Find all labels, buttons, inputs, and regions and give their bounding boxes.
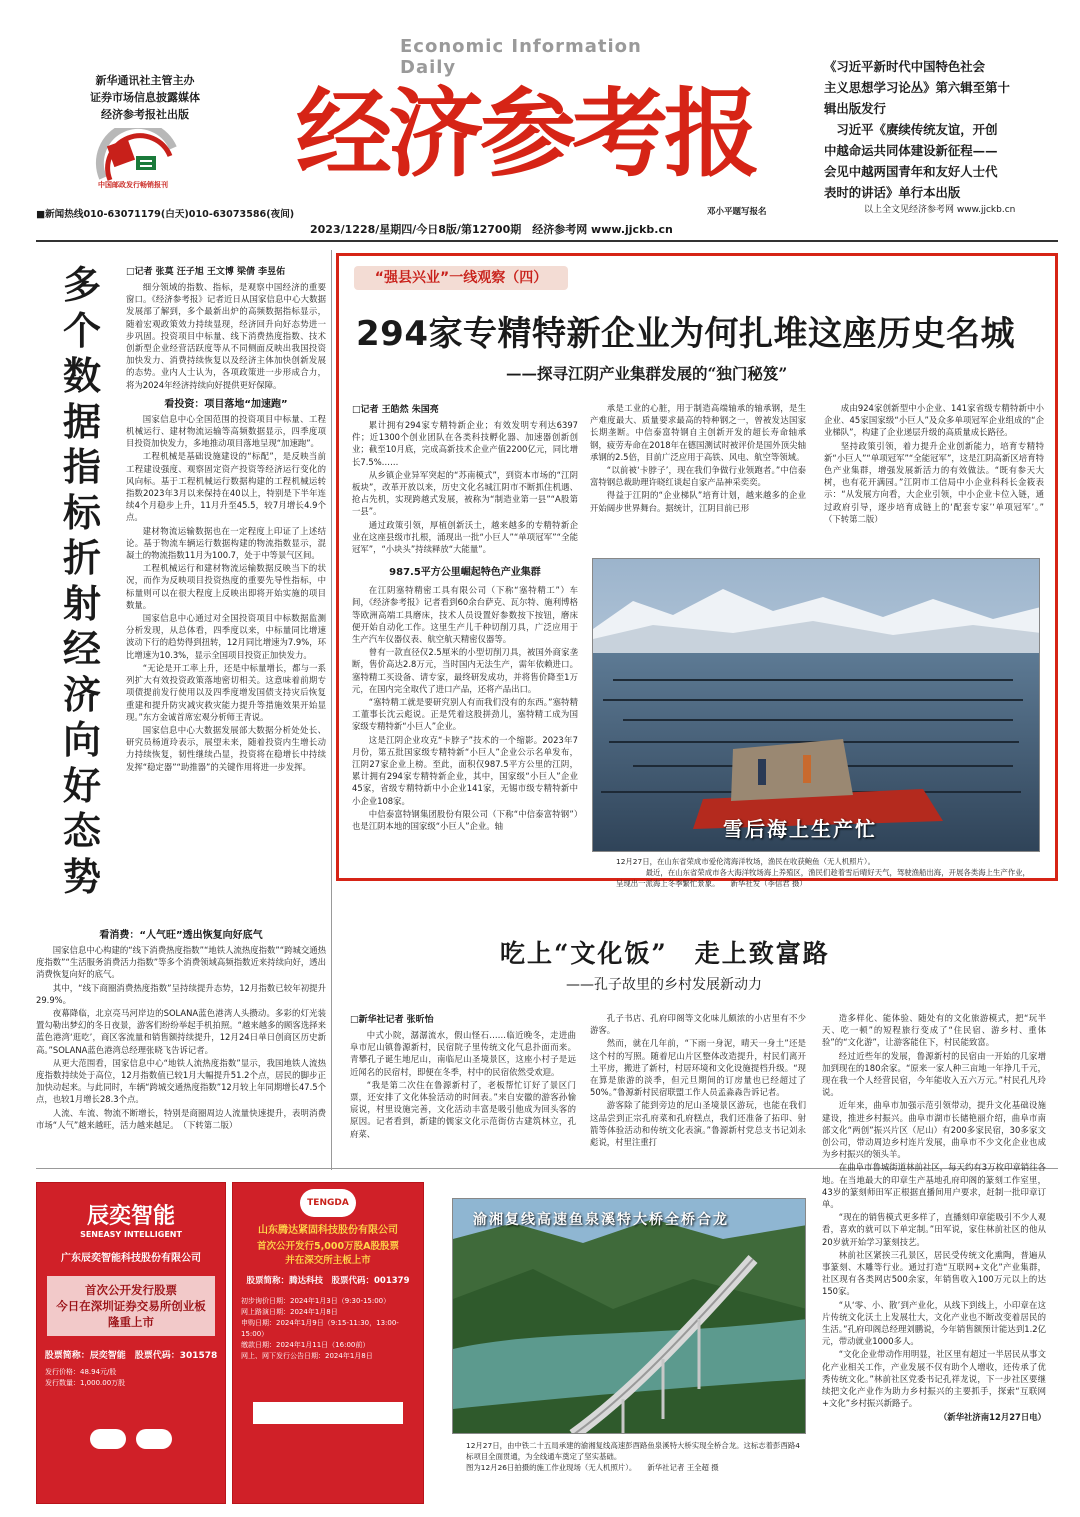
title-char: 标: [62, 489, 101, 535]
publisher-info: [75, 72, 215, 123]
ad-headline-line: 并在深交所主板上市: [285, 1255, 371, 1266]
paragraph: 曾有一款直径仅2.5厘米的小型切削刀具，被国外商家垄断，售价高达2.8万元，当时国内无法生产，需年依赖进口。塞特精工买设备、请专家，最终研发成功，并将售价降至1万元，在国内完全取代了进口产品，还将产品出口。: [352, 647, 578, 694]
bridge-photo: [452, 1198, 806, 1434]
feature-column-2: [590, 402, 806, 515]
paragraph: 国家信息中心全国范围的投资项目中标量、工程机械运行、建材物流运输等高频数据显示，四季度项目投资加快发力，多地推动项目落地呈现“加速跑”。: [126, 413, 326, 449]
ad-detail: 网上、网下发行公告日期：2024年1月8日: [241, 1352, 373, 1360]
caption-line: 12月27日，由中铁二十五局承建的渝湘复线高速彭酉路鱼泉溪特大桥实现全桥合龙。这标志着彭酉路4标项目全面贯通，为全线通车奠定了坚实基础。: [466, 1441, 800, 1461]
ad-detail: 网上路演日期：2024年1月8日: [241, 1308, 338, 1316]
paragraph: 细分领域的指数、指标，是观察中国经济的重要窗口。《经济参考报》记者近日从国家信息中心大数据发展部了解到，多个最新出炉的高频数据指标显示，随着宏观政策效力持续显现，经济回升向好态势进一步巩固。投资项目中标量、线下消费热度指数、技术创新型企业经营活跃度等从不同侧面反映出我国投资加快发力、消费持续恢复以及经济主体加快创新发展的态势。业内人士认为，各项政策进一步形成合力，将为2024年经济持续向好提供更好保障。: [126, 282, 326, 390]
promo-note: 以上全文见经济参考网 www.jjckb.cn: [864, 205, 1016, 215]
photo-title-overlay: 雪后海上生产忙: [723, 817, 877, 841]
paragraph: 造多样化、能体验、随处有的文化旅游模式，把“玩半天、吃一顿”的短程旅行变成了“住民宿、游乡村、重体验”的“文化游”，让游客能住下，村民能致富。: [822, 1013, 1046, 1048]
issue-line: 2023/1228/星期四/今日8版/第12700期 经济参考网 www.jjckb.cn: [310, 223, 673, 236]
paragraph: 建材物流运输数据也在一定程度上印证了上述结论。基于物流车辆运行数据构建的物流指数显示，混凝土的物流指数11月为100.7，处于中等景气区间。: [126, 525, 326, 561]
title-inscription: 邓小平题写报名: [707, 207, 767, 217]
paragraph: 中信泰富特钢集团股份有限公司（下称“中信泰富特钢”）也是江阴本地的国家级“小巨人”企业。轴: [352, 808, 578, 832]
caption-line: 图为12月26日拍摄的施工作业现场（无人机照片）。 新华社记者 王全超 摄: [466, 1463, 719, 1472]
culture-column-1: [350, 1012, 576, 1141]
subheading: 看消费：“人气旺”透出恢复向好底气: [99, 930, 263, 941]
title-char: 多: [62, 262, 101, 307]
paragraph: 经过近些年的发展，鲁源新村的民宿由一开始的几家增加到现在的180余家。“原来一家人种三亩地一年挣几千元，现在我一个人经营民宿，今年能收入五六万元。”村民孔凡玲说。: [822, 1050, 1046, 1098]
photo-caption: [616, 856, 1036, 889]
title-char: 个: [62, 307, 101, 353]
paragraph: 承是工业的心脏，用于制造高端轴承的轴承钢，是生产难度最大、质量要求最高的特种钢之一，曾被发达国家长期垄断。中信泰富特钢自主创新开发的超长寿命轴承钢，疲劳寿命在2018年在德国测试时被评价是国外顶尖轴承钢的2.5倍，目前广泛应用于高铁、风电、航空等领域。: [590, 403, 806, 462]
ad-headline-line: 首次公开发行5,000万股A股股票: [257, 1241, 399, 1252]
paragraph: 国家信息中心构建的“线下消费热度指数”“地铁人流热度指数”“跨城交通热度指数”“生活服务消费活力指数”等多个消费领域高频指数近来持续向好，透出消费恢复向好的底气。: [36, 945, 326, 980]
paragraph: 在曲阜市鲁城街道林前社区，每天约有3万枚印章销往各地。在当地最大的印章生产基地孔府印阁的篆刻工作室里，43岁的篆刻师田军正根据直播间用户要求，赶制一批印章订单。: [822, 1162, 1046, 1210]
masthead-divider: [36, 240, 1058, 242]
feature-headline: 294家专精特新企业为何扎堆这座历史名城: [356, 314, 1015, 354]
title-char: 经: [62, 626, 101, 671]
tengda-logo-icon: TENGDA: [300, 1189, 356, 1217]
title-char: 济: [62, 671, 101, 717]
paragraph: 从更大范围看，国家信息中心“地铁人流热度指数”显示，我国地铁人流热度指数持续处于高位，12月指数值已较1月大幅提升51.2个点，居民的脚步正加快动起来。与此同时，车辆“跨城交通热度指数”12月较上年同期增长47.5个点，也较1月增长28.3个点。: [36, 1057, 326, 1105]
paragraph: 成由924家创新型中小企业、141家省级专精特新中小企业、45家国家级“小巨人”及众多单项冠军企业组成的“企业梯队”，构建了企业递层升级的高质量成长路径。: [824, 403, 1044, 438]
paragraph: “文化企业带动作用明显，社区里有超过一半居民从事文化产业相关工作，产业发展不仅有助个人增收，还传承了优秀传统文化。”林前社区党委书记孔祥龙说，下一步社区要继续把文化产业作为助力乡村振兴的主要抓手，探索“互联网+文化”乡村振兴新路子。: [822, 1349, 1046, 1409]
feature-subheadline: ——探寻江阴产业集群发展的“独门秘笈”: [506, 364, 788, 383]
ad-detail: 申购日期：2024年1月9日（9:15-11:30，13:00-15:00）: [241, 1319, 399, 1338]
byline: □记者 张莫 汪子旭 王文博 梁倩 李昱佑: [126, 267, 286, 277]
post-bestseller-logo-icon: [88, 128, 188, 186]
feature-column-1: [352, 402, 578, 833]
photo-title-overlay: 渝湘复线高速鱼泉溪特大桥全桥合龙: [473, 1212, 729, 1228]
title-char: 据: [62, 398, 101, 444]
title-char: 态: [62, 808, 101, 853]
promo-line: 习近平《赓续传统友谊，开创: [824, 122, 998, 137]
ad-brand-en: SENEASY INTELLIGENT: [80, 1230, 182, 1239]
bridge-photo-caption: [466, 1440, 802, 1473]
paragraph: 通过政策引领，厚植创新沃土，越来越多的专精特新企业在这座县级市扎根，涌现出一批“小巨人”“单项冠军”“全能冠军”，“小块头”持续释放“大能量”。: [352, 519, 578, 555]
ad-tengda[interactable]: [232, 1182, 424, 1504]
paragraph: 在江阴塞特精密工具有限公司（下称“塞特精工”）车间，《经济参考报》记者看到60余台萨克、瓦尔特、施利博格等欧洲高端工具磨床，技术人员设置好参数按下按钮，磨床便开始自动化工作。这里生产儿千种切削刀具，广泛应用于生产汽车仪器仪表、航空航天精密仪器等。: [352, 585, 578, 645]
title-char: 向: [62, 717, 101, 762]
caption-line: 12月27日，在山东省荣成市爱伦湾海洋牧场，渔民在收获鲍鱼（无人机照片）。: [616, 857, 876, 866]
bridge-image-icon: [453, 1199, 806, 1434]
masthead-title: 经济参考报: [296, 77, 756, 190]
byline: □新华社记者 张昕怡: [350, 1015, 434, 1025]
culture-column-2: [590, 1012, 806, 1149]
paragraph: 坚持政策引领，着力提升企业创新能力，培育专精特新“小巨人”“单项冠军”“全能冠军”，这是江阴高新区培育特色产业集群，增强发展新活力的有效做法。“既有参天大树，也有花开满园。”江阴市工信局中小企业科科长金筱表示：“从发展方向看，大企业引领，中小企业卡位入链，通过政府引导，逐步培育成链上的‘配套专家’‘单项冠军’。” （下转第二版）: [824, 440, 1053, 524]
underwriter-logo-icon: [136, 1429, 172, 1449]
paragraph: 孔子书店、孔府印阁等文化味儿颇浓的小店里有不少游客。: [590, 1013, 806, 1036]
paragraph: “现在的销售模式更多样了，直播刻印章能吸引不少人观看，喜欢的就可以下单定制。”田军说，家住林前社区的他从20岁就开始学习篆刻技艺。: [822, 1212, 1046, 1247]
paragraph: “无论是开工率上升，还是中标量增长，都与一系列扩大有效投资政策落地密切相关。这意味着前期专项债提前发行使用以及四季度增发国债支持灾后恢复重建和提升防灾减灾救灾能力提升等措施效果开始显现。”东方金诚首席宏观分析师王青说。: [126, 662, 326, 722]
ad-detail: 发行价格：48.94元/股: [45, 1368, 117, 1376]
snowy-harbor-image-icon: [593, 559, 1040, 852]
column-divider: [331, 250, 332, 1170]
ad-company: 广东辰奕智能科技股份有限公司: [61, 1253, 201, 1264]
left-article-body: [126, 264, 326, 774]
logo-caption: 中国邮政发行畅销报刊: [98, 181, 168, 189]
news-hotline: ■新闻热线010-63071179(白天)010-63073586(夜间): [36, 209, 295, 220]
paragraph: 累计拥有294家专精特新企业；有效发明专利达6397件；近1300个创业团队在各类科技孵化器、加速器创新创业；截至10月底，完成高新技术企业产值2200亿元，同比增长7.5%……: [352, 420, 578, 467]
series-tag: “强县兴业”一线观察（四）: [354, 266, 568, 290]
publisher-line: 新华通讯社主管主办: [95, 74, 195, 87]
paragraph: 从乡镇企业异军突起的“苏南模式”，到资本市场的“江阴板块”，改革开放以来，历史文化名城江阴市不断抓住机遇、抢占先机，实现跨越式发展，被称为“制造业第一县”“A股第一县”。: [352, 469, 578, 517]
paragraph: 其中，“线下商圈消费热度指数”呈持续提升态势，12月指数已较年初提升29.9%。: [36, 982, 326, 1005]
promo-notice: [824, 56, 1048, 203]
ad-stock-line: 股票简称：腾达科技 股票代码：001379: [246, 1276, 410, 1286]
paragraph: “我是第二次住在鲁源新村了，老板帮忙订好了景区门票，还安排了文化体验活动的时间表。”来自安徽的游客孙愉宸说，村里设施完善，文化活动丰富是吸引他成为回头客的原因。记者看到，新建的儒家文化示范街仿古建筑林立，孔府菜、: [350, 1079, 576, 1139]
subheading: 看投资：项目落地“加速跑”: [164, 398, 288, 410]
title-char: 数: [62, 353, 101, 398]
paragraph: 然而，就在几年前，“下雨一身泥，晴天一身土”还是这个村的写照。随着尼山片区整体改造提升，村民们离开土平房，搬进了新村，村居环境和文化设施提档升级。“现在算是旅游的淡季，但元旦期间的订房量也已经超过了50%。”鲁源新村民宿联盟工作人员孟淼淼告诉记者。: [590, 1038, 806, 1098]
paragraph: 国家信息中心通过对全国投资项目中标数据监测分析发现，从总体看，四季度以来，中标量同比增速波动下行的趋势得到扭转，12月同比增速为7.9%，环比增速为10.3%，显示全国项目投资正加快发力。: [126, 613, 326, 660]
ad-detail: 初步询价日期：2024年1月3日（9:30-15:00）: [241, 1297, 391, 1305]
ad-company: 山东腾达紧固科技股份有限公司: [258, 1225, 398, 1236]
title-char: 射: [62, 580, 101, 626]
paragraph: 近年来，曲阜市加强示范引领带动，提升文化基础设施建设，推进乡村振兴。曲阜市湖市长储艳丽介绍，曲阜市南部文化“两创”振兴片区（尼山）有200多家民宿，30多家文创公司，带动周边乡村连片发展，曲阜市不少文化企业也成为乡村振兴的领头羊。: [822, 1100, 1046, 1160]
promo-line: 主义思想学习论丛》第六辑至第十: [824, 80, 1010, 95]
ad-headline-line: 今日在深圳证券交易所创业板: [56, 1299, 206, 1313]
ad-stock-line: 股票简称：辰奕智能 股票代码：301578: [44, 1351, 218, 1361]
paragraph: “从‘零、小、散’到产业化，从线下到线上，小印章在这片传统文化沃土上发展壮大，文化产业也不断改变着居民的生活。”孔府印阁总经理刘鹏说，今年销售额预计能达到1.2亿元，带动就业1000多人。: [822, 1299, 1046, 1347]
ad-detail: 发行数量：1,000.00万股: [45, 1379, 126, 1387]
paragraph: 国家信息中心大数据发展部大数据分析处处长、研究员杨道玲表示，展望未来，随着投资内生增长动力持续恢复，韧性继续凸显，投资将在稳增长中持续发挥“稳定器”“助推器”的关键作用将进一步发挥。: [126, 724, 326, 772]
paragraph: 得益于江阴的“企业梯队”培育计划，越来越多的企业开始阔步世界舞台。据统计，江阴目前已形: [590, 490, 806, 513]
paragraph: 夜幕降临，北京亮马河岸边的SOLANA蓝色港湾人头攒动。多彩的灯光装置勾勒出梦幻的冬日夜景，游客们纷纷举起手机拍照。“越来越多的顾客选择来蓝色港湾‘逛吃’，商区客流量和销售额持续提升，12月24日单日创商区历史新高。”SOLANA蓝色港湾总经理张晓飞告诉记者。: [36, 1008, 326, 1055]
paragraph: “以前被‘卡脖子’，现在我们争做行业领跑者。”中信泰富特钢总裁助理许晓红谈起自家产品神采奕奕。: [590, 465, 806, 488]
culture-headline: 吃上“文化饭” 走上致富路: [500, 939, 830, 968]
paragraph: 游客除了能到旁边的尼山圣境景区游玩，也能在我们这品尝到正宗孔府菜和孔府糕点，我们还准备了拓印、射箭等体验活动和传统文化表演。”鲁源新村党总支书记刘永彪说，村里注重打: [590, 1100, 806, 1148]
culture-subheadline: ——孔子故里的乡村发展新动力: [566, 977, 762, 993]
culture-column-3: [822, 1012, 1046, 1423]
paragraph: 工程机械运行和建材物流运输数据反映当下的状况，而作为反映项目投资热度的重要先导性指标，中标量则可以在很大程度上反映出即将开始实施的项目数量。: [126, 563, 326, 610]
exchange-logo-icon: [90, 1429, 126, 1449]
promo-line: 表时的讲话》单行本出版: [824, 185, 961, 200]
underwriter-logo-icon: [253, 1402, 403, 1424]
dateline: （新华社济南12月27日电）: [938, 1411, 1046, 1422]
title-char: 指: [62, 444, 101, 489]
publisher-line: 证券市场信息披露媒体: [90, 91, 200, 104]
caption-line: 最近，在山东省荣成市各大海洋牧场海上养殖区，渔民们趁着雪后晴好天气，驾驶渔船出海，开展各类海上生产作业，呈现出一派海上冬季繁忙景象。 新华社发（李信君 摄）: [616, 868, 1030, 888]
title-char: 势: [62, 853, 101, 899]
ad-headline-line: 首次公开发行股票: [85, 1283, 177, 1297]
promo-line: 会见中越两国青年和友好人士代: [824, 164, 998, 179]
ad-detail: 缴款日期：2024年1月11日（16:00前）: [241, 1341, 370, 1349]
ad-brand: 辰奕智能: [86, 1204, 175, 1229]
left-article-title: [52, 262, 112, 899]
promo-line: 辑出版发行: [824, 101, 886, 116]
title-char: 折: [62, 535, 101, 580]
left-article-consumption: [36, 922, 326, 1132]
promo-line: 中越命运共同体建设新征程——: [824, 143, 998, 158]
byline: □记者 王皓然 朱国亮: [352, 405, 439, 415]
feature-column-3: [824, 402, 1053, 526]
paragraph: “塞特精工就是要研究别人有而我们没有的东西。”塞特精工董事长沈云彪说。正是凭着这股拼劲儿，塞特精工成为国家级专精特新“小巨人”企业。: [352, 697, 578, 732]
promo-line: 《习近平新时代中国特色社会: [824, 59, 986, 74]
ad-headline-line: 隆重上市: [108, 1315, 154, 1329]
masthead-english: Economic Information Daily: [400, 36, 642, 78]
paragraph: 人流、车流、物流不断增长，特别是商圈周边人流量快速提升，表明消费市场“人气”越来越旺，活力越来越足。 （下转第二版）: [36, 1107, 326, 1130]
paragraph: 这是江阴企业攻克“卡脖子”技术的一个缩影。2023年7月份，第五批国家级专精特新“小巨人”企业公示名单发布，江阴27家企业上榜。至此，面积仅987.5平方公里的江阴，累计拥有294家专精特新企业，其中，国家级“小巨人”企业45家，省级专精特新中小企业141家，无锡市级专精特新中小企业108家。: [352, 734, 578, 806]
paragraph: 中式小院，潺潺流水，假山怪石……临近晚冬，走进曲阜市尼山镇鲁源新村，民宿院子里传统文化气息扑面而来。青攀孔子诞生地尼山，南临尼山圣境景区，这座小村子是远近闻名的民宿村，即便在冬季，村中的民宿依然受欢迎。: [350, 1030, 576, 1077]
subheading: 987.5平方公里崛起特色产业集群: [389, 567, 541, 579]
harbor-photo: [592, 558, 1040, 852]
paragraph: 工程机械是基础设施建设的“标配”，是反映当前工程建设强度、观察固定资产投资等经济运行变化的风向标。基于工程机械运行数据构建的工程机械运转指数2023年3月以来保持在40以上，特别是下半年连续4个月稳步上升，11月升至45.5，较7月增长4.9个点。: [126, 451, 326, 523]
title-char: 好: [62, 762, 101, 808]
publisher-line: 经济参考报社出版: [101, 108, 189, 121]
ad-seneasy[interactable]: [36, 1182, 226, 1504]
paragraph: 林前社区紧挨三孔景区，居民受传统文化熏陶，普遍从事篆刻、木雕等行业。通过打造“互联网+文化”产业集群，社区现有各类网店500余家，年销售收入100万元以上的达150家。: [822, 1249, 1046, 1297]
